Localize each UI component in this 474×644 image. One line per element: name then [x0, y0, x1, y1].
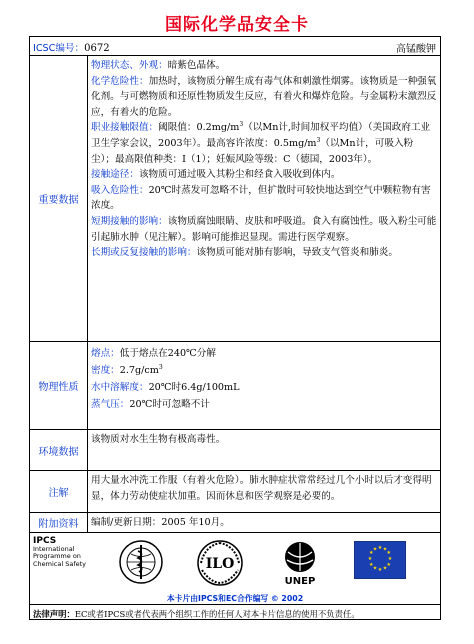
vapour-pressure-value: 20℃时可忽略不计 [129, 399, 210, 410]
water-solubility-value: 20℃时6.4g/100mL [148, 382, 240, 393]
important-data-content [88, 56, 440, 341]
exposure-sup-2: 3 [316, 136, 321, 144]
inhalation-hazard [91, 183, 437, 214]
legal-text: EC或者IPCS或者代表两个组织工作的任何人对本卡片信息的使用不负责任。 [74, 609, 360, 619]
water-solubility-key: 水中溶解度： [91, 382, 149, 393]
ilo-text: ILO [205, 556, 235, 572]
ipcs-line: Chemical Safety [33, 559, 87, 568]
icsc-number [33, 40, 110, 54]
svg-text:★: ★ [386, 562, 391, 568]
exposure-route [91, 167, 437, 183]
unep-logo-icon [275, 538, 325, 588]
density-value: 2.7g/cm [119, 365, 159, 376]
svg-text:★: ★ [372, 546, 378, 553]
legal-key: 法律声明： [33, 609, 75, 619]
environment-text: 该物质对水生生物有极高毒性。 [91, 434, 226, 445]
important-data-label: 重要数据 [30, 56, 88, 341]
physical-properties-label: 物理性质 [30, 342, 88, 429]
card-title: 国际化学品安全卡 [165, 15, 309, 35]
svg-text:★: ★ [369, 562, 374, 568]
svg-text:★: ★ [377, 567, 383, 573]
icsc-label: ICSC编号： [33, 43, 85, 54]
id-row [30, 37, 440, 56]
short-term-value: 该物质腐蚀眼睛、皮肤和呼吸道。食入有腐蚀性。吸入粉尘可能引起肺水肿（见注解）。影响可能推迟显现。需进行医学观察。 [91, 215, 437, 243]
exposure-limits-key: 职业接触限值： [91, 122, 159, 134]
svg-text:★: ★ [367, 556, 373, 562]
density [91, 362, 437, 379]
important-data-section [30, 56, 440, 342]
logos-section [30, 533, 440, 605]
unep-text: UNEP [284, 576, 316, 587]
vapour-pressure-key: 蒸气压： [91, 399, 130, 410]
svg-text:★: ★ [377, 545, 383, 551]
physical-state-value: 暗紫色晶体。 [167, 60, 226, 71]
short-term-effects [91, 214, 437, 245]
notes-text: 用大量水冲洗工作服（有着火危险）。肺水肿症状常常经过几个小时以后才变得明显，体力劳动使症状加重。因而休息和医学观察是必要的。 [91, 475, 432, 502]
svg-text:★: ★ [382, 565, 388, 572]
who-emblem-icon [118, 539, 164, 585]
svg-text:★: ★ [372, 565, 378, 572]
additional-info-label: 附加资料 [30, 513, 88, 532]
melting-point-value: 低于熔点在240℃分解 [119, 348, 216, 359]
ipcs-line: Programme on [33, 552, 81, 561]
ilo-logo-icon [195, 538, 245, 588]
density-key: 密度： [91, 365, 120, 376]
notes-section [30, 471, 440, 513]
chemical-danger [91, 74, 437, 121]
vapour-pressure [91, 396, 437, 413]
additional-info-text: 编制/更新日期：2005 年10月。 [91, 517, 230, 528]
long-term-value: 该物质可能对肺有影响，导致支气管炎和肺炎。 [196, 247, 398, 259]
chemical-danger-key: 化学危险性： [91, 75, 149, 87]
physical-properties-content [88, 342, 440, 429]
melting-point-key: 熔点： [91, 348, 120, 359]
chemical-danger-value: 加热时，该物质分解生成有毒气体和刺激性烟雾。该物质是一种强氧化剂。与可燃物质和还原性物质发生反应，有着火和爆炸危险。与金属粉末激烈反应，有着火的危险。 [91, 75, 437, 118]
credit-line: 本卡片由IPCS和EC合作编写 © 2002 [166, 594, 304, 603]
physical-state [91, 58, 437, 74]
chemical-name: 高锰酸钾 [396, 44, 436, 55]
physical-properties-section [30, 342, 440, 430]
eu-flag-icon [354, 541, 406, 579]
water-solubility [91, 379, 437, 396]
melting-point [91, 345, 437, 362]
physical-state-key: 物理状态、外观： [91, 60, 168, 71]
additional-info-section [30, 513, 440, 533]
notes-label: 注解 [30, 471, 88, 512]
inhalation-hazard-value: 20℃时蒸发可忽略不计，但扩散时可较快地达到空气中颗粒物有害浓度。 [91, 184, 431, 212]
environment-section [30, 430, 440, 471]
exposure-route-value: 该物质可通过吸入其粉尘和经食入吸收到体内。 [138, 169, 341, 181]
svg-text:★: ★ [386, 550, 391, 556]
svg-text:★: ★ [382, 546, 388, 553]
icsc-value: 0672 [84, 43, 110, 54]
exposure-limits-value-1: 阈限值：0.2mg/m [158, 122, 240, 134]
exposure-limits [91, 120, 437, 167]
card-frame [29, 36, 441, 620]
ipcs-logo [33, 538, 86, 568]
exposure-limits-value-2: （以Mn计,时间加权平均值）（美国政府工业卫生学家会议，2003年）。最高容许浓度：0.5mg/m [91, 122, 431, 149]
legal-statement [33, 608, 360, 620]
ipcs-line: International [33, 545, 75, 554]
logos-strip [30, 533, 440, 593]
inhalation-hazard-key: 吸入危险性： [91, 184, 149, 196]
legal-section [30, 605, 440, 619]
long-term-key: 长期或反复接触的影响： [91, 247, 197, 259]
svg-text:★: ★ [387, 556, 393, 562]
exposure-limits-value-3: （以Mn计，可吸入粉尘）；最高限值种类：I（1）；妊娠风险等级：C（德国，2003年）。 [91, 137, 414, 165]
ipcs-title: IPCS [33, 536, 57, 546]
exposure-route-key: 接触途径： [91, 169, 139, 181]
long-term-effects [91, 245, 437, 261]
short-term-key: 短期接触的影响： [91, 215, 168, 227]
svg-text:★: ★ [369, 550, 374, 556]
density-sup: 3 [158, 363, 163, 371]
environment-label: 环境数据 [30, 430, 88, 470]
exposure-sup-1: 3 [239, 121, 244, 129]
